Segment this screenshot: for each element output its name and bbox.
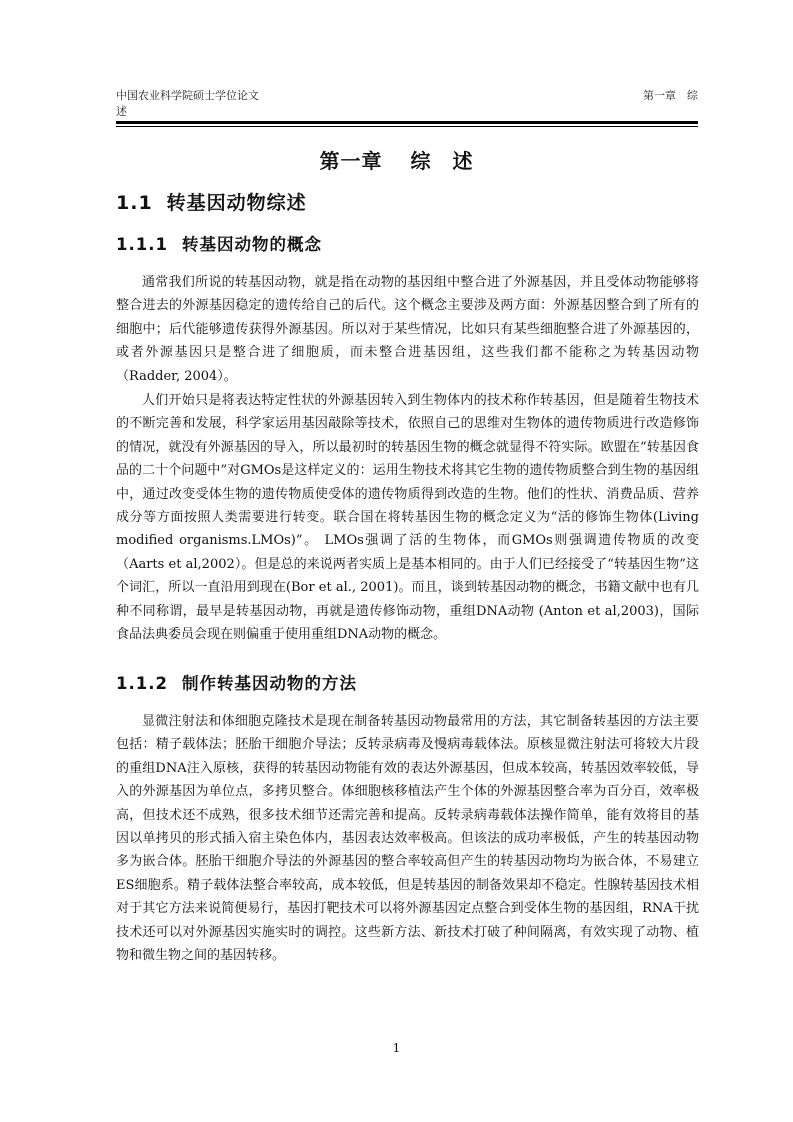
- page-number: 1: [392, 1041, 401, 1055]
- header-rule-thick: [116, 121, 698, 124]
- header-thesis-name: 中国农业科学院硕士学位论文: [116, 89, 259, 102]
- subsection-heading-1-1-2: [116, 670, 357, 694]
- section-number: 1.1: [116, 192, 153, 214]
- section-title: 转基因动物综述: [166, 192, 307, 214]
- header-rule-thin: [116, 126, 698, 127]
- header-overflow-text: 述: [116, 105, 127, 118]
- section-heading-1-1: [116, 188, 307, 215]
- subsection-title: 制作转基因动物的方法: [181, 674, 357, 693]
- chapter-title: [0, 145, 793, 174]
- chapter-number: 第一章: [319, 149, 383, 173]
- subsection-heading-1-1-1: [116, 231, 322, 255]
- subsection-number: 1.1.1: [116, 235, 168, 254]
- chapter-name: 综 述: [410, 149, 474, 173]
- header-chapter: 第一章 综: [643, 89, 698, 102]
- subsection-title: 转基因动物的概念: [181, 235, 322, 254]
- paragraph-methods-1: 显微注射法和体细胞克隆技术是现在制备转基因动物最常用的方法，其它制备转基因的方法主要包括：精子载体法；胚胎干细胞介导法；反转录病毒及慢病毒载体法。原核显微注射法可将较大片段的重组DNA注入原核，获得的转基因动物能有效的表达外源基因，但成本较高，转基因效率较低，导入的外源基因为单位点，多拷贝整合。体细胞核移植法产生个体的外源基因整合率为百分百，效率极高，但技术还不成熟，很多技术细节还需完善和提高。反转录病毒载体法操作简单，能有效将目的基因以单拷贝的形式插入宿主染色体内，基因表达效率极高。但该法的成功率极低，产生的转基因动物多为嵌合体。胚胎干细胞介导法的外源基因的整合率较高但产生的转基因动物均为嵌合体，不易建立ES细胞系。精子载体法整合率较高，成本较低，但是转基因的制备效果却不稳定。性腺转基因技术相对于其它方法来说简便易行，基因打靶技术可以将外源基因定点整合到受体生物的基因组，RNA干扰技术还可以对外源基因实施实时的调控。这些新方法、新技术打破了种间隔离，有效实现了动物、植物和微生物之间的基因转移。: [116, 714, 699, 964]
- paragraph-concept-1: 通常我们所说的转基因动物，就是指在动物的基因组中整合进了外源基因，并且受体动物能够将整合进去的外源基因稳定的遗传给自己的后代。这个概念主要涉及两方面：外源基因整合到了所有的细胞中；后代能够遗传获得外源基因。所以对于某些情况，比如只有某些细胞整合进了外源基因的，或者外源基因只是整合进了细胞质，而未整合进基因组，这些我们都不能称之为转基因动物（Radder, 2004）。: [116, 275, 699, 384]
- subsection-number: 1.1.2: [116, 674, 168, 693]
- paragraph-concept-2: 人们开始只是将表达特定性状的外源基因转入到生物体内的技术称作转基因，但是随着生物技术的不断完善和发展，科学家运用基因敲除等技术，依照自己的思维对生物体的遗传物质进行改造修饰的情况，就没有外源基因的导入，所以最初时的转基因生物的概念就显得不符实际。欧盟在“转基因食品的二十个问题中”对GMOs是这样定义的：运用生物技术将其它生物的遗传物质整合到生物的基因组中，通过改变受体生物的遗传物质使受体的遗传物质得到改造的生物。他们的性状、消费品质、营养成分等方面按照人类需要进行转变。联合国在将转基因生物的概念定义为“活的修饰生物体(Living modified organisms.LMOs)”。 LMOs强调了活的生物体，而GMOs则强调遗传物质的改变（Aarts et al,2002）。但是总的来说两者实质上是基本相同的。由于人们已经接受了“转基因生物”这个词汇，所以一直沿用到现在(Bor et al., 2001)。而且，谈到转基因动物的概念，书籍文献中也有几种不同称谓，最早是转基因动物，再就是遗传修饰动物，重组DNA动物 (Anton et al,2003)，国际食品法典委员会现在则偏重于使用重组DNA动物的概念。: [116, 393, 699, 643]
